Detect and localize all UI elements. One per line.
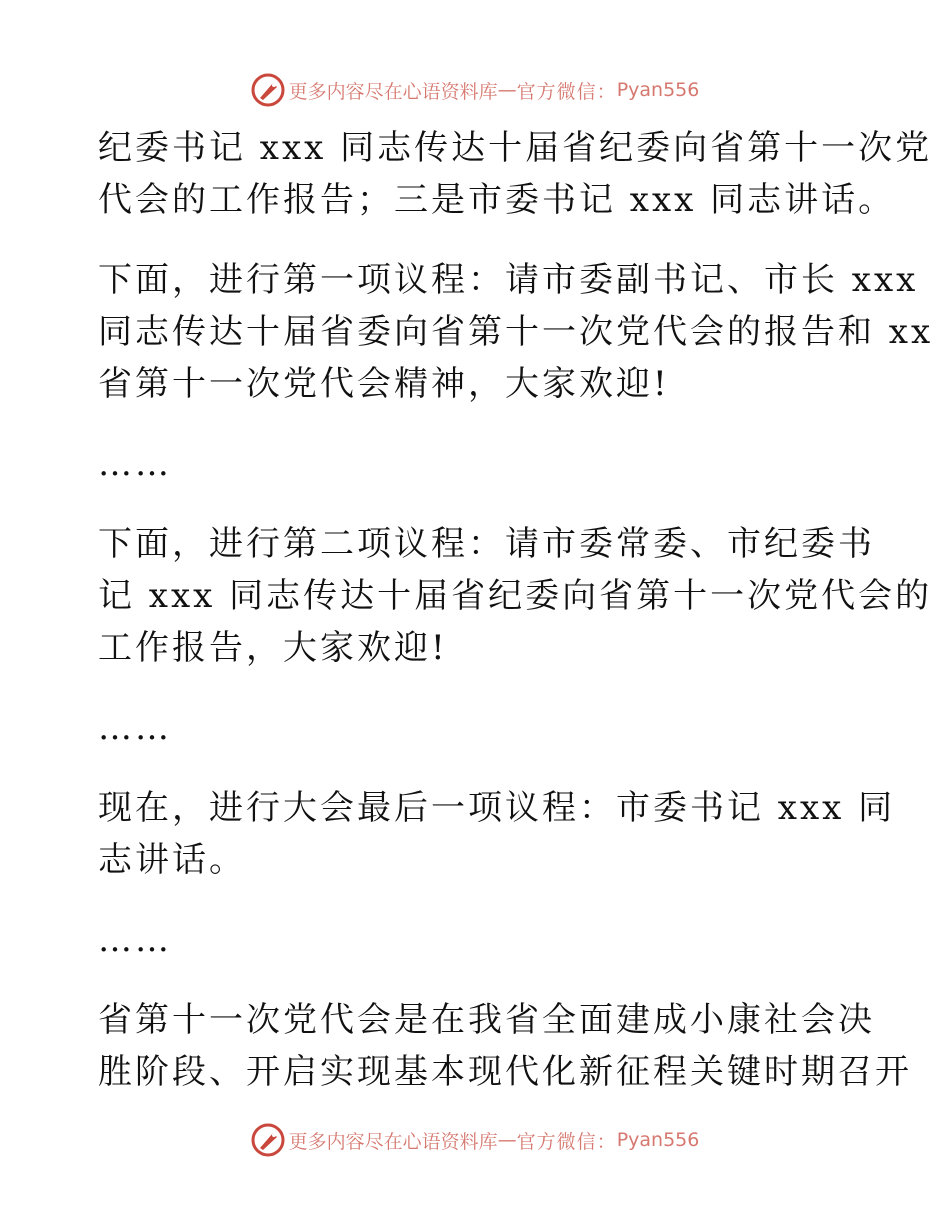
- pen-nib-logo-icon: [251, 1123, 285, 1157]
- text-line: 纪委书记 xxx 同志传达十届省纪委向省第十一次党: [98, 128, 933, 168]
- paragraph: [98, 122, 933, 226]
- text-line: 现在，进行大会最后一项议程：市委书记 xxx 同: [98, 788, 896, 828]
- watermark-site-text: 更多内容尽在心语资料库: [288, 1130, 498, 1153]
- watermark-wechat-label: 官方微信：: [516, 1130, 617, 1153]
- paragraph: [98, 994, 912, 1098]
- text-line: 胜阶段、开启实现基本现代化新征程关键时期召开: [98, 1052, 912, 1092]
- text-line: 省第十一次党代会是在我省全面建成小康社会决: [98, 1000, 875, 1040]
- paragraph: [98, 782, 896, 886]
- text-line: 记 xxx 同志传达十届省纪委向省第十一次党代会的: [98, 576, 933, 616]
- paragraph: [98, 702, 868, 754]
- ellipsis-line: ……: [98, 920, 172, 960]
- ellipsis-line: ……: [98, 708, 172, 748]
- paragraph: [98, 914, 868, 966]
- text-line: 志讲话。: [98, 840, 246, 880]
- paragraph: [98, 254, 934, 410]
- text-line: 下面，进行第二项议程：请市委常委、市纪委书: [98, 524, 875, 564]
- text-line: 工作报告，大家欢迎!: [98, 628, 448, 668]
- footer-watermark: [0, 1120, 950, 1160]
- watermark-wechat-label: 官方微信：: [516, 80, 617, 103]
- watermark-site-text: 更多内容尽在心语资料库: [288, 80, 498, 103]
- ellipsis-line: ……: [98, 444, 172, 484]
- text-line: 代会的工作报告；三是市委书记 xxx 同志讲话。: [98, 180, 896, 220]
- document-body: [98, 122, 934, 1098]
- text-line: 下面，进行第一项议程：请市委副书记、市长 xxx: [98, 260, 919, 300]
- header-watermark: [0, 70, 950, 110]
- paragraph: [98, 518, 933, 674]
- text-line: 省第十一次党代会精神，大家欢迎!: [98, 364, 670, 404]
- text-line: 同志传达十届省委向省第十一次党代会的报告和 xx: [98, 312, 934, 352]
- watermark-separator: —: [497, 1129, 517, 1151]
- paragraph: [98, 438, 868, 490]
- watermark-wechat-id: Pyan556: [616, 79, 700, 101]
- pen-nib-logo-icon: [251, 73, 285, 107]
- watermark-wechat-id: Pyan556: [616, 1129, 700, 1151]
- watermark-separator: —: [497, 79, 517, 101]
